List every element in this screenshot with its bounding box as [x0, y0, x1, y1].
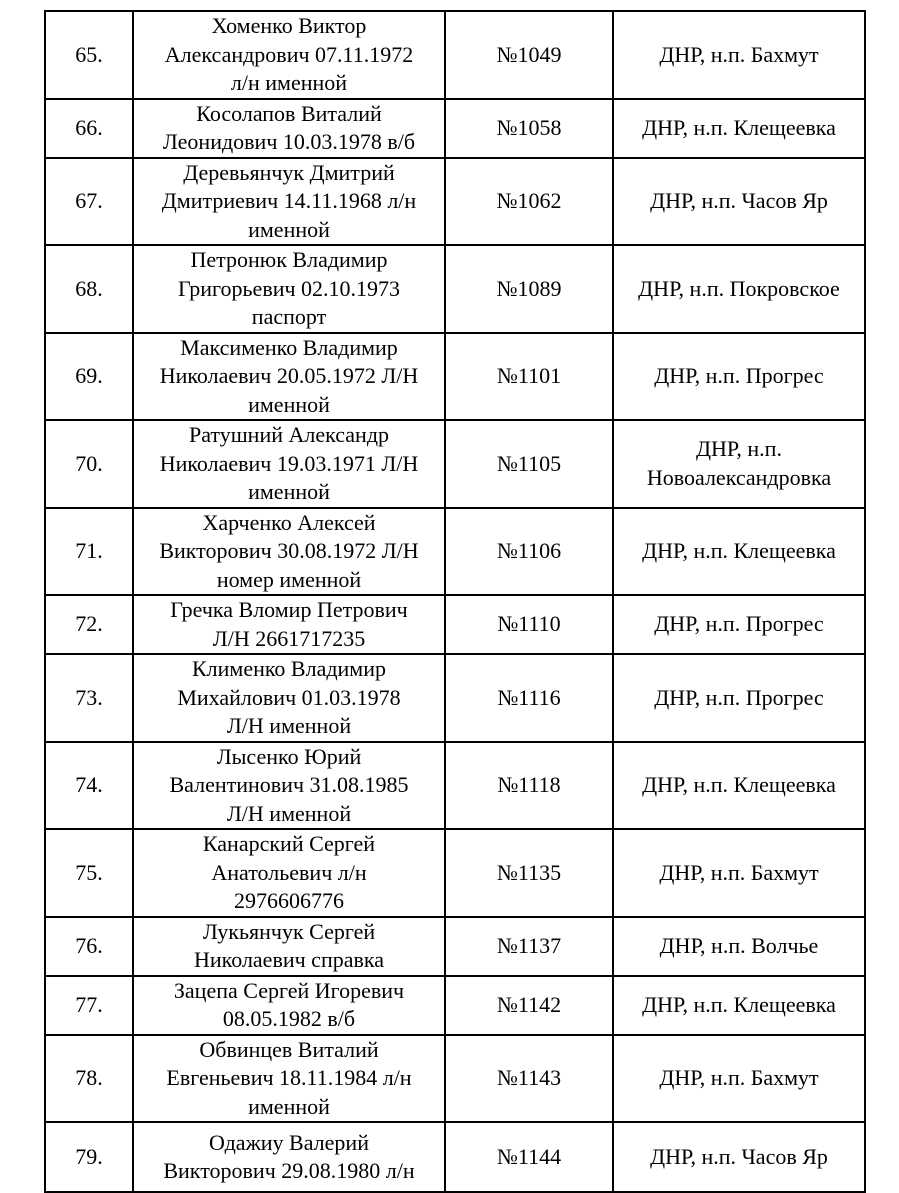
document-number: №1144	[445, 1122, 613, 1192]
location	[613, 829, 865, 917]
table-row	[45, 917, 865, 976]
table-row	[45, 976, 865, 1035]
location	[613, 1122, 865, 1192]
document-number: №1135	[445, 829, 613, 917]
person-details-line: Косолапов Виталий	[196, 100, 382, 126]
row-number: 75.	[45, 829, 133, 917]
person-details	[133, 420, 445, 508]
person-details-line: Л/Н именной	[226, 713, 352, 738]
person-details-line: Зацепа Сергей Игоревич	[173, 977, 405, 1003]
row-number: 67.	[45, 158, 133, 246]
row-number: 74.	[45, 742, 133, 830]
person-details-line: Лысенко Юрий	[216, 743, 362, 769]
table-row	[45, 829, 865, 917]
location	[613, 11, 865, 99]
row-number: 72.	[45, 595, 133, 654]
person-details	[133, 976, 445, 1035]
records-table-body	[45, 11, 865, 1192]
person-details-line: Григорьевич 02.10.1973	[177, 275, 401, 301]
person-details-line: Лукьянчук Сергей	[202, 918, 376, 944]
person-details	[133, 917, 445, 976]
location-line: ДНР, н.п. Клещеевка	[642, 538, 836, 563]
document-number: №1049	[445, 11, 613, 99]
location-line: ДНР, н.п. Волчье	[659, 932, 819, 958]
row-number: 77.	[45, 976, 133, 1035]
location-line: ДНР, н.п. Клещеевка	[642, 772, 836, 797]
records-table	[44, 10, 866, 1193]
document-number: №1105	[445, 420, 613, 508]
person-details	[133, 829, 445, 917]
location-line: ДНР, н.п. Клещеевка	[642, 991, 836, 1017]
document-number: №1142	[445, 976, 613, 1035]
person-details-line: именной	[248, 391, 330, 417]
row-number: 70.	[45, 420, 133, 508]
table-row	[45, 742, 865, 830]
location-line: ДНР, н.п. Прогрес	[654, 363, 824, 388]
location-line: ДНР, н.п. Прогрес	[654, 684, 824, 710]
person-details-line: 08.05.1982 в/б	[222, 1006, 356, 1031]
person-details-line: Клименко Владимир	[191, 656, 387, 681]
person-details-line: Гречка Вломир Петрович	[170, 597, 408, 622]
document-number: №1143	[445, 1035, 613, 1123]
location-line: ДНР, н.п. Покровское	[638, 275, 840, 301]
person-details-line: именной	[248, 479, 330, 504]
person-details	[133, 742, 445, 830]
person-details	[133, 595, 445, 654]
row-number: 79.	[45, 1122, 133, 1192]
location	[613, 333, 865, 421]
location-line: ДНР, н.п. Часов Яр	[650, 188, 828, 213]
table-row	[45, 1122, 865, 1192]
person-details	[133, 654, 445, 742]
location	[613, 595, 865, 654]
document-number: №1110	[445, 595, 613, 654]
person-details-line: Николаевич 19.03.1971 Л/Н	[159, 450, 419, 476]
person-details-line: номер именной	[216, 566, 362, 592]
person-details-line: Обвинцев Виталий	[199, 1036, 379, 1062]
table-row	[45, 158, 865, 246]
person-details-line: Л/Н именной	[226, 800, 352, 826]
location-line: ДНР, н.п. Бахмут	[659, 41, 819, 67]
table-row	[45, 654, 865, 742]
person-details	[133, 245, 445, 333]
person-details-line: Дмитриевич 14.11.1968 л/н	[161, 188, 417, 213]
location-line: ДНР, н.п.	[696, 436, 782, 462]
row-number: 78.	[45, 1035, 133, 1123]
person-details-line: Николаевич справка	[194, 947, 384, 972]
location	[613, 654, 865, 742]
person-details-line: 2976606776	[234, 888, 344, 913]
table-row	[45, 420, 865, 508]
person-details	[133, 508, 445, 596]
person-details	[133, 11, 445, 99]
person-details-line: Канарский Сергей	[202, 831, 376, 856]
document-number: №1101	[445, 333, 613, 421]
person-details-line: Деревьянчук Дмитрий	[183, 159, 395, 185]
location	[613, 420, 865, 508]
person-details-line: Харченко Алексей	[202, 509, 376, 535]
location-line: ДНР, н.п. Часов Яр	[650, 1143, 828, 1169]
table-row	[45, 11, 865, 99]
location	[613, 99, 865, 158]
person-details-line: Хоменко Виктор	[211, 13, 367, 38]
person-details-line: паспорт	[251, 304, 327, 329]
row-number: 68.	[45, 245, 133, 333]
location-line: ДНР, н.п. Бахмут	[659, 1065, 819, 1090]
person-details-line: л/н именной	[230, 70, 348, 95]
document-number: №1106	[445, 508, 613, 596]
document-number: №1062	[445, 158, 613, 246]
person-details-line: Одажиу Валерий	[209, 1129, 369, 1155]
person-details-line: Викторович 29.08.1980 л/н	[163, 1158, 415, 1183]
location	[613, 245, 865, 333]
row-number: 66.	[45, 99, 133, 158]
document-number: №1058	[445, 99, 613, 158]
person-details	[133, 99, 445, 158]
person-details-line: Леонидович 10.03.1978 в/б	[162, 129, 416, 154]
location	[613, 1035, 865, 1123]
person-details-line: именной	[248, 216, 330, 242]
location	[613, 976, 865, 1035]
table-row	[45, 333, 865, 421]
table-row	[45, 1035, 865, 1123]
row-number: 73.	[45, 654, 133, 742]
document-number: №1116	[445, 654, 613, 742]
person-details-line: Анатольевич л/н	[211, 859, 367, 885]
document-number: №1118	[445, 742, 613, 830]
person-details-line: именной	[248, 1093, 330, 1119]
document-number: №1089	[445, 245, 613, 333]
row-number: 71.	[45, 508, 133, 596]
table-row	[45, 245, 865, 333]
row-number: 65.	[45, 11, 133, 99]
person-details-line: Александрович 07.11.1972	[164, 41, 414, 67]
location-line: ДНР, н.п. Прогрес	[654, 611, 824, 637]
row-number: 76.	[45, 917, 133, 976]
location	[613, 508, 865, 596]
person-details-line: Викторович 30.08.1972 Л/Н	[159, 538, 419, 563]
person-details	[133, 158, 445, 246]
person-details-line: Валентинович 31.08.1985	[169, 772, 409, 797]
table-row	[45, 508, 865, 596]
person-details-line: Михайлович 01.03.1978	[177, 684, 401, 710]
table-row	[45, 99, 865, 158]
person-details-line: Петронюк Владимир	[190, 247, 388, 272]
table-row	[45, 595, 865, 654]
location-line: Новоалександровка	[646, 464, 832, 490]
row-number: 69.	[45, 333, 133, 421]
person-details-line: Л/Н 2661717235	[212, 625, 366, 651]
location-line: ДНР, н.п. Бахмут	[659, 859, 819, 885]
location	[613, 917, 865, 976]
document-number: №1137	[445, 917, 613, 976]
location	[613, 158, 865, 246]
person-details-line: Николаевич 20.05.1972 Л/Н	[159, 363, 419, 388]
person-details-line: Евгеньевич 18.11.1984 л/н	[166, 1065, 412, 1090]
person-details	[133, 1035, 445, 1123]
location	[613, 742, 865, 830]
location-line: ДНР, н.п. Клещеевка	[642, 114, 836, 140]
person-details-line: Ратушний Александр	[188, 422, 390, 447]
person-details	[133, 333, 445, 421]
person-details	[133, 1122, 445, 1192]
person-details-line: Максименко Владимир	[180, 334, 398, 360]
